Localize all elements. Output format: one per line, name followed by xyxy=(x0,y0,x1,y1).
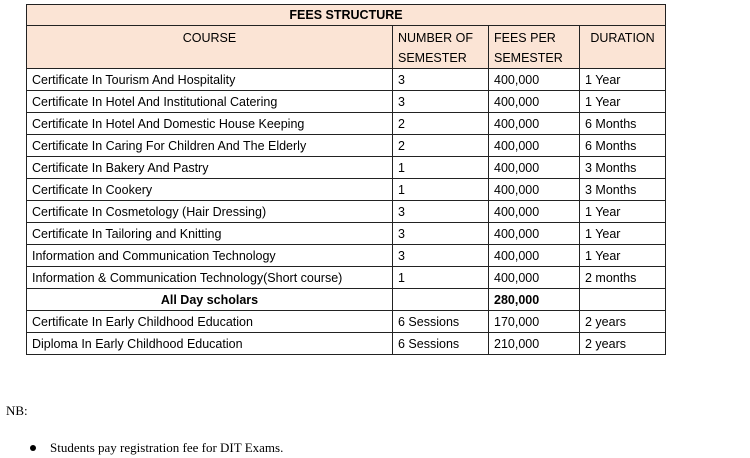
duration-cell: 2 years xyxy=(580,333,666,355)
bullet-icon xyxy=(30,445,36,451)
fees-table-body xyxy=(27,5,666,355)
table-row xyxy=(27,333,666,355)
duration-cell: 1 Year xyxy=(580,69,666,91)
fees-cell: 400,000 xyxy=(489,201,580,223)
fees-cell: 400,000 xyxy=(489,69,580,91)
table-row xyxy=(27,245,666,267)
course-name-cell: Certificate In Hotel And Domestic House Keeping xyxy=(27,113,393,135)
table-row xyxy=(27,311,666,333)
fees-cell: 400,000 xyxy=(489,91,580,113)
table-row xyxy=(27,69,666,91)
semesters-cell: 1 xyxy=(393,267,489,289)
semesters-cell: 3 xyxy=(393,223,489,245)
scholars-row xyxy=(27,289,666,311)
course-name-cell: Certificate In Cookery xyxy=(27,179,393,201)
table-row xyxy=(27,157,666,179)
course-name-cell: Information & Communication Technology(Short course) xyxy=(27,267,393,289)
note-item xyxy=(30,440,283,456)
duration-cell: 2 months xyxy=(580,267,666,289)
course-name-cell: Certificate In Early Childhood Education xyxy=(27,311,393,333)
fees-cell: 400,000 xyxy=(489,157,580,179)
table-row xyxy=(27,113,666,135)
fees-header xyxy=(489,26,580,69)
semesters-cell: 3 xyxy=(393,91,489,113)
table-title-row xyxy=(27,5,666,26)
course-name-cell: Certificate In Bakery And Pastry xyxy=(27,157,393,179)
fees-cell: 170,000 xyxy=(489,311,580,333)
scholars-duration-cell xyxy=(580,289,666,311)
duration-cell: 1 Year xyxy=(580,91,666,113)
course-name-cell: Certificate In Caring For Children And The Elderly xyxy=(27,135,393,157)
semesters-cell: 2 xyxy=(393,135,489,157)
fees-cell: 210,000 xyxy=(489,333,580,355)
fees-structure-table xyxy=(26,4,666,355)
semesters-cell: 6 Sessions xyxy=(393,311,489,333)
duration-cell: 1 Year xyxy=(580,223,666,245)
table-row xyxy=(27,201,666,223)
fees-cell: 400,000 xyxy=(489,267,580,289)
table-row xyxy=(27,91,666,113)
fees-cell: 400,000 xyxy=(489,135,580,157)
fees-cell: 400,000 xyxy=(489,245,580,267)
fees-cell: 400,000 xyxy=(489,223,580,245)
course-name-cell: Diploma In Early Childhood Education xyxy=(27,333,393,355)
fees-cell: 400,000 xyxy=(489,179,580,201)
fees-cell: 400,000 xyxy=(489,113,580,135)
course-name-cell: Certificate In Cosmetology (Hair Dressing) xyxy=(27,201,393,223)
course-name-cell: Information and Communication Technology xyxy=(27,245,393,267)
course-name-cell: Certificate In Tourism And Hospitality xyxy=(27,69,393,91)
table-title: FEES STRUCTURE xyxy=(27,5,666,26)
nb-label: NB: xyxy=(6,403,28,418)
course-header: COURSE xyxy=(27,26,393,69)
semesters-cell: 2 xyxy=(393,113,489,135)
duration-cell: 3 Months xyxy=(580,157,666,179)
semesters-header xyxy=(393,26,489,69)
duration-cell: 3 Months xyxy=(580,179,666,201)
scholars-fees-cell: 280,000 xyxy=(489,289,580,311)
table-row xyxy=(27,267,666,289)
course-name-cell: Certificate In Hotel And Institutional Catering xyxy=(27,91,393,113)
scholars-semesters-cell xyxy=(393,289,489,311)
duration-cell: 2 years xyxy=(580,311,666,333)
table-header-row xyxy=(27,26,666,69)
semesters-cell: 3 xyxy=(393,69,489,91)
table-row xyxy=(27,179,666,201)
semesters-cell: 6 Sessions xyxy=(393,333,489,355)
duration-cell: 6 Months xyxy=(580,135,666,157)
semesters-header-line1: NUMBER OF xyxy=(398,31,473,45)
semesters-cell: 3 xyxy=(393,201,489,223)
duration-cell: 6 Months xyxy=(580,113,666,135)
note-text: Students pay registration fee for DIT Exams. xyxy=(50,440,284,455)
duration-cell: 1 Year xyxy=(580,245,666,267)
semesters-cell: 1 xyxy=(393,179,489,201)
duration-cell: 1 Year xyxy=(580,201,666,223)
table-row xyxy=(27,135,666,157)
semesters-cell: 1 xyxy=(393,157,489,179)
duration-header: DURATION xyxy=(580,26,666,69)
scholars-label: All Day scholars xyxy=(27,289,393,311)
fees-header-line2: SEMESTER xyxy=(494,51,563,65)
table-row xyxy=(27,223,666,245)
fees-header-line1: FEES PER xyxy=(494,31,556,45)
semesters-header-line2: SEMESTER xyxy=(398,51,467,65)
course-name-cell: Certificate In Tailoring and Knitting xyxy=(27,223,393,245)
semesters-cell: 3 xyxy=(393,245,489,267)
